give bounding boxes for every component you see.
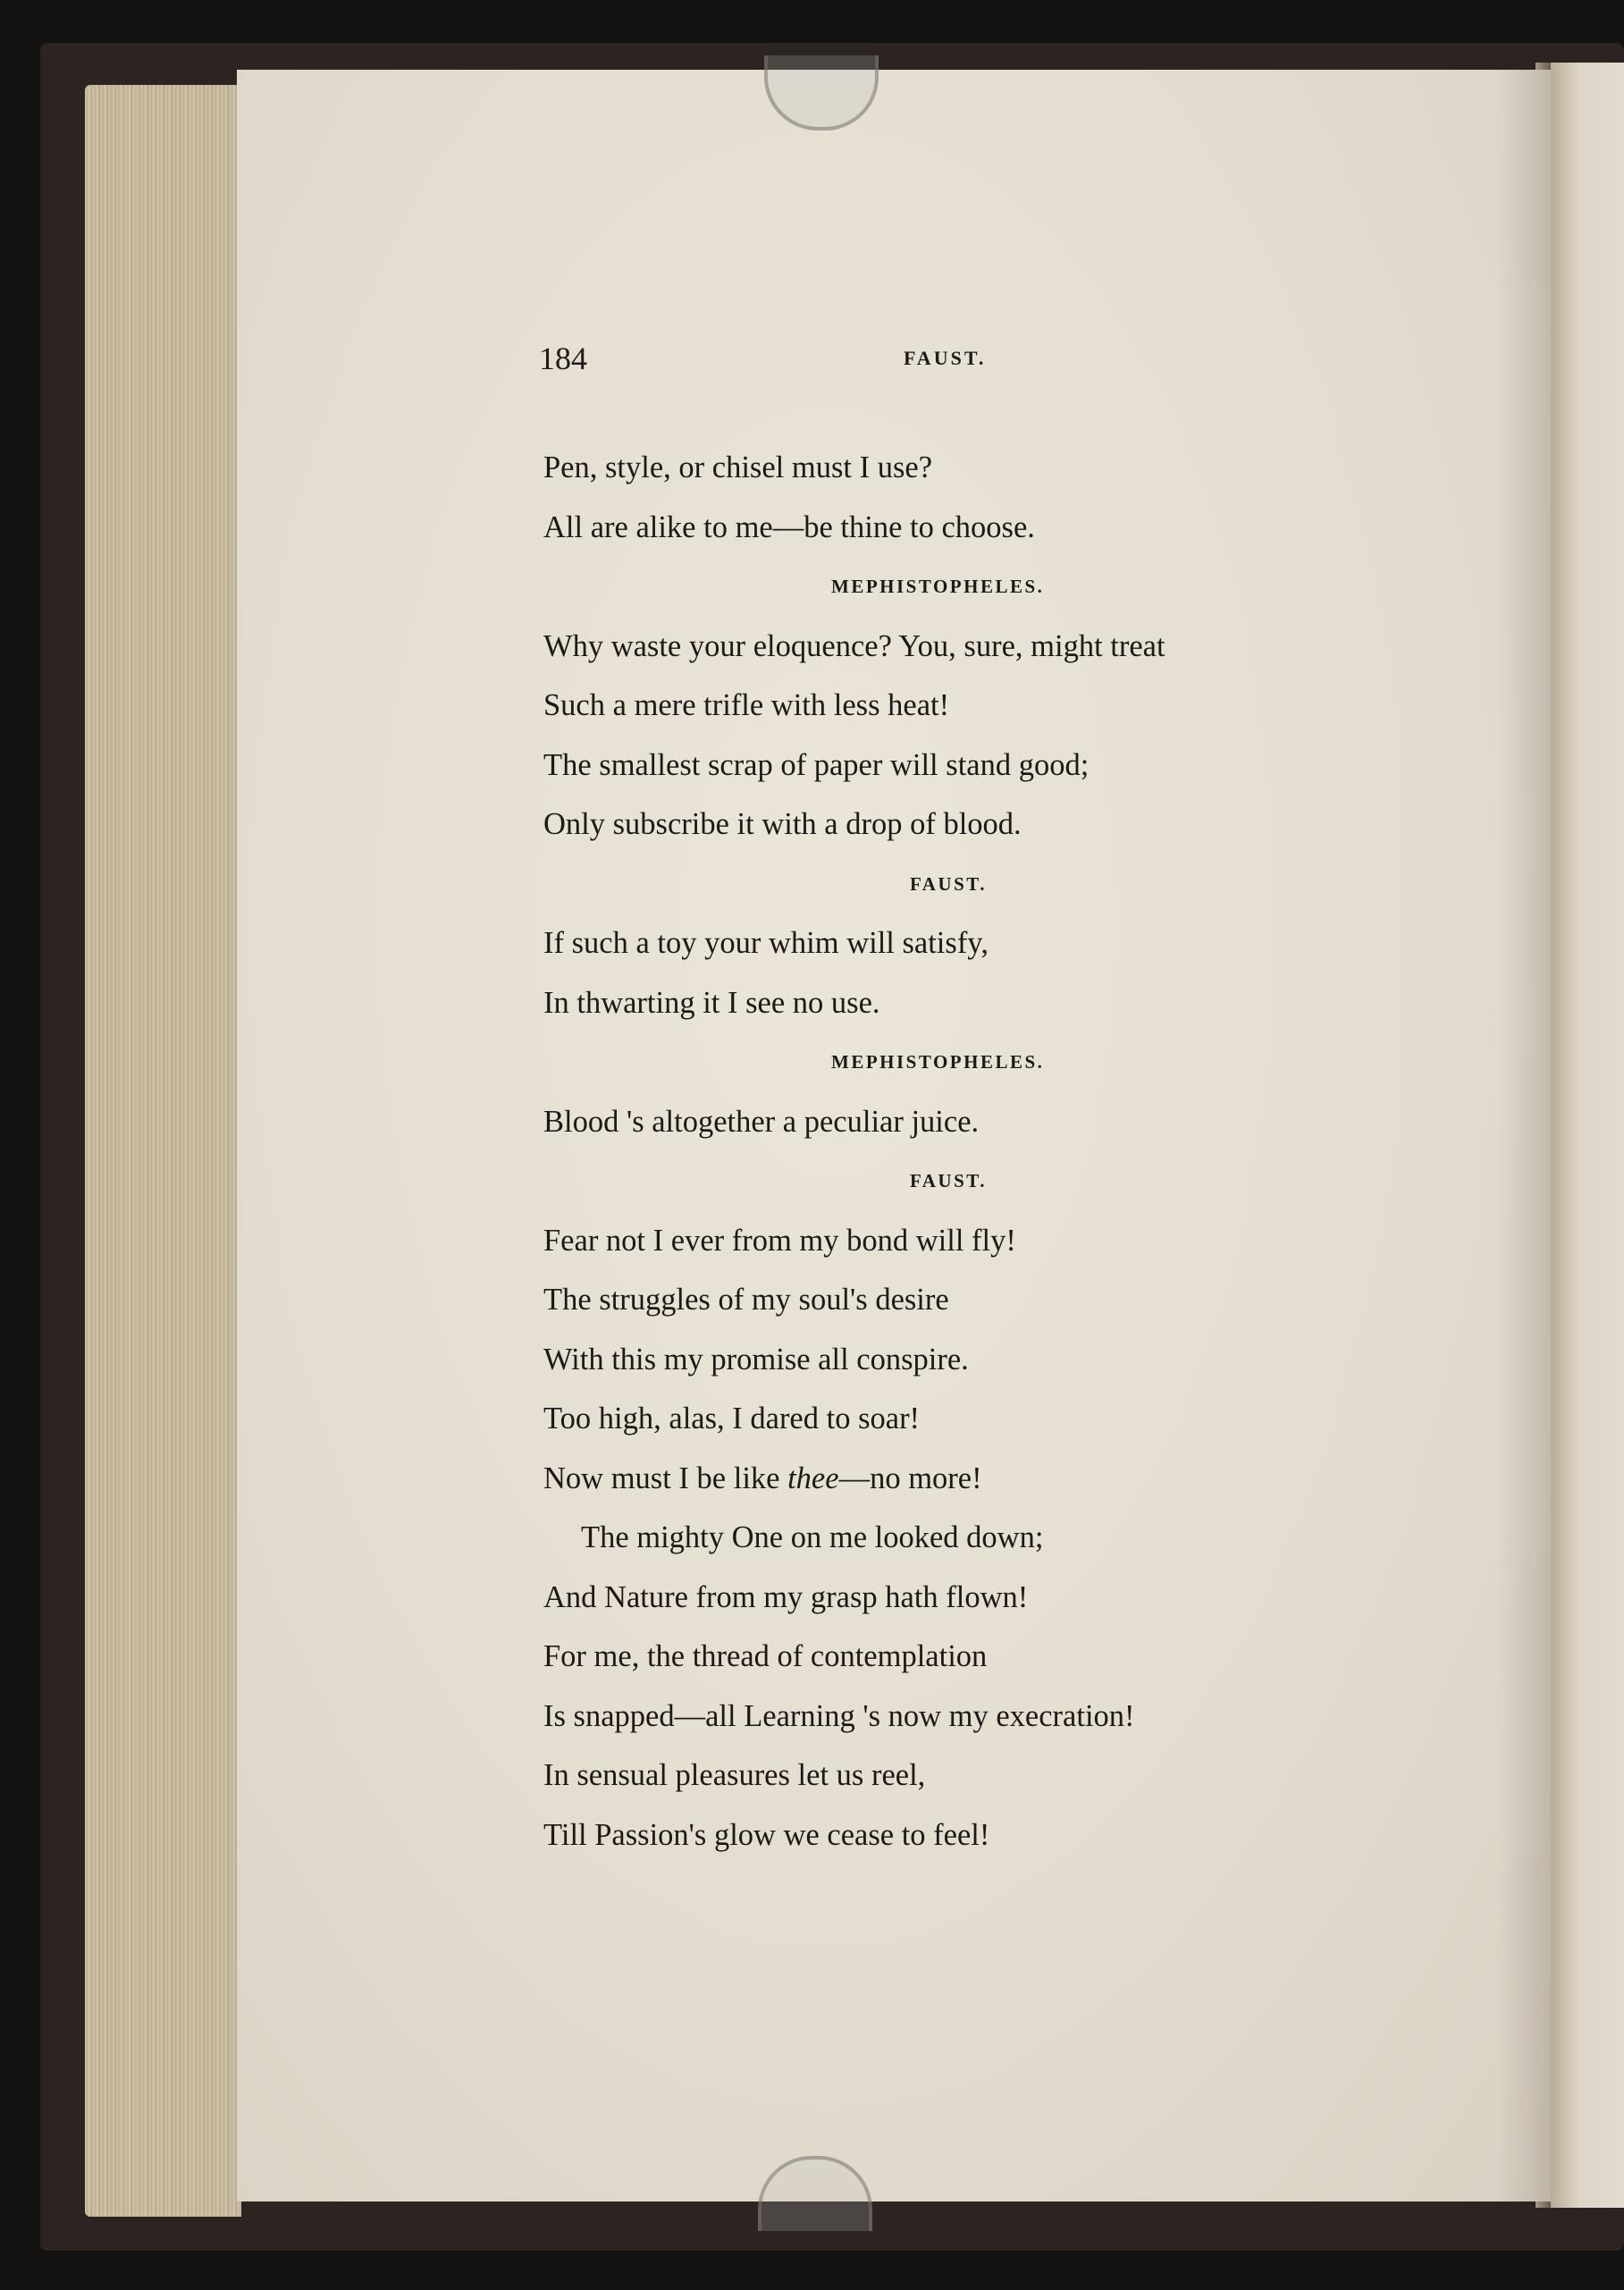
verse-line: In thwarting it I see no use. [543, 985, 880, 1020]
verse-line: Why waste your eloquence? You, sure, might treat [543, 628, 1165, 663]
page-header [539, 340, 1218, 384]
verse-line: In sensual pleasures let us reel, [543, 1758, 926, 1792]
verse-line: The mighty One on me looked down; [581, 1520, 1044, 1554]
verse-line: Till Passion's glow we cease to feel! [543, 1817, 990, 1852]
page-shadow [1497, 70, 1551, 2202]
verse-line [543, 1449, 1348, 1509]
verse-text: —no more! [838, 1461, 982, 1495]
verse-line: Only subscribe it with a drop of blood. [543, 807, 1022, 841]
verse-line: Fear not I ever from my bond will fly! [543, 1223, 1016, 1258]
verse-emphasis: thee [787, 1461, 839, 1495]
verse-line: Such a mere trifle with less heat! [543, 688, 950, 722]
verse-line: Is snapped—all Learning 's now my execration! [543, 1698, 1135, 1733]
speaker-name: FAUST. [910, 1170, 987, 1191]
speaker-name: MEPHISTOPHELES. [831, 1051, 1045, 1073]
verse-line: With this my promise all conspire. [543, 1342, 969, 1377]
verse-line: The smallest scrap of paper will stand good; [543, 747, 1090, 782]
verse-line: Pen, style, or chisel must I use? [543, 450, 933, 484]
verse-line: And Nature from my grasp hath flown! [543, 1579, 1029, 1614]
facing-page [1551, 63, 1624, 2208]
running-head: FAUST. [904, 347, 987, 369]
speaker-name: FAUST. [910, 872, 987, 895]
page-text [543, 438, 1348, 1865]
verse-line: Too high, alas, I dared to soar! [543, 1402, 921, 1435]
verse-line: The struggles of my soul's desire [543, 1283, 949, 1317]
speaker-name: MEPHISTOPHELES. [831, 576, 1045, 597]
verse-line: Blood 's altogether a peculiar juice. [543, 1104, 980, 1139]
page-number: 184 [539, 341, 587, 376]
verse-text: Now must I be like [543, 1461, 788, 1495]
page-edges [85, 85, 241, 2217]
verse-line: If such a toy your whim will satisfy, [543, 926, 989, 960]
verse-line: All are alike to me—be thine to choose. [543, 509, 1035, 544]
verse-line: For me, the thread of contemplation [543, 1639, 988, 1673]
